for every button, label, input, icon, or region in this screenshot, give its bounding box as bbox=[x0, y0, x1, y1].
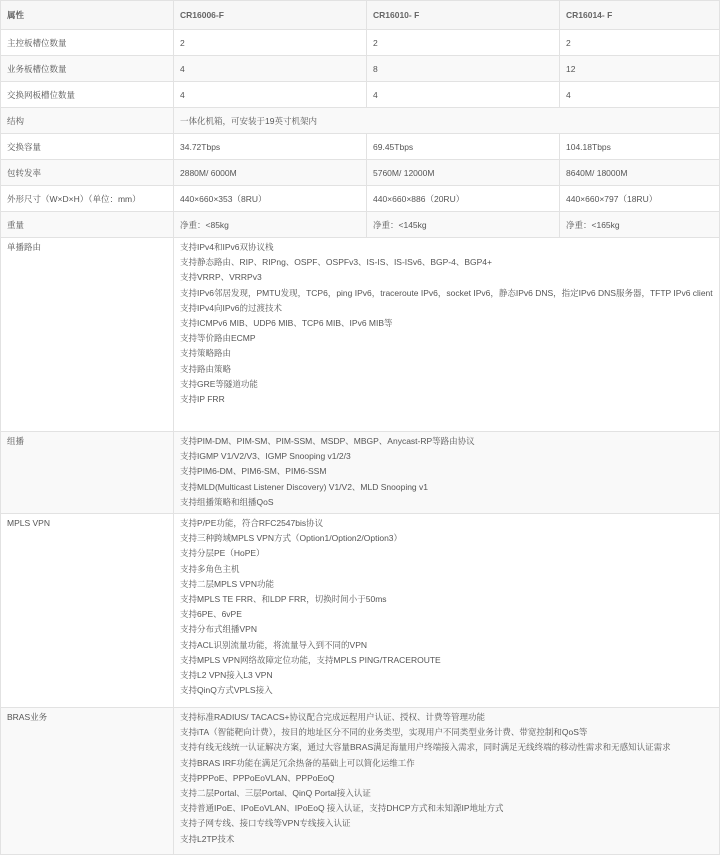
multicast-features bbox=[174, 432, 720, 514]
row-value: 5760M/ 12000M bbox=[367, 160, 560, 186]
row-label: BRAS业务 bbox=[1, 708, 174, 855]
row-label: 业务板槽位数量 bbox=[1, 56, 174, 82]
row-unicast-routing bbox=[1, 238, 720, 432]
row-value: 69.45Tbps bbox=[367, 134, 560, 160]
feature-line: 支持6PE、6vPE bbox=[180, 609, 242, 620]
feature-line: 支持MPLS TE FRR、和LDP FRR，切换时间小于50ms bbox=[180, 594, 387, 605]
feature-line: 支持组播策略和组播QoS bbox=[180, 496, 274, 507]
row-weight bbox=[1, 212, 720, 238]
row-value: 2 bbox=[174, 30, 367, 56]
feature-line: 支持ICMPv6 MIB、UDP6 MIB、TCP6 MIB、IPv6 MIB等 bbox=[180, 318, 393, 329]
row-service-slots bbox=[1, 56, 720, 82]
row-value: 4 bbox=[560, 82, 720, 108]
row-bras bbox=[1, 708, 720, 855]
row-fabric-slots bbox=[1, 82, 720, 108]
row-label: MPLS VPN bbox=[1, 514, 174, 708]
feature-line: 支持VRRP、VRRPv3 bbox=[180, 272, 262, 283]
feature-line: 支持L2TP技术 bbox=[180, 833, 235, 844]
header-model-2: CR16010- F bbox=[367, 1, 560, 30]
row-value: 2 bbox=[560, 30, 720, 56]
row-value: 2 bbox=[367, 30, 560, 56]
mpls-features bbox=[174, 514, 720, 708]
feature-line: 支持分布式组播VPN bbox=[180, 624, 257, 635]
row-value: 一体化机箱，可安装于19英寸机架内 bbox=[174, 108, 720, 134]
feature-line: 支持多角色主机 bbox=[180, 563, 240, 574]
row-value: 2880M/ 6000M bbox=[174, 160, 367, 186]
row-switching-capacity bbox=[1, 134, 720, 160]
feature-line: 支持策略路由 bbox=[180, 348, 232, 359]
feature-line: 支持IP FRR bbox=[180, 394, 225, 405]
feature-line: 支持分层PE（HoPE） bbox=[180, 548, 265, 559]
feature-line: 支持ACL识别流量功能，将流量导入到不同的VPN bbox=[180, 639, 368, 650]
row-label: 单播路由 bbox=[1, 238, 174, 432]
row-value: 4 bbox=[174, 56, 367, 82]
row-forwarding-rate bbox=[1, 160, 720, 186]
feature-line: 支持iTA（智能靶向计费），按目的地址区分不同的业务类型，实现用户不同类型业务计费、带宽控制和QoS等 bbox=[180, 727, 588, 738]
row-label: 重量 bbox=[1, 212, 174, 238]
row-label: 外形尺寸（W×D×H）（单位：mm） bbox=[1, 186, 174, 212]
row-value: 440×660×353（8RU） bbox=[174, 186, 367, 212]
row-main-control-slots bbox=[1, 30, 720, 56]
feature-line: 支持三种跨域MPLS VPN方式（Option1/Option2/Option3） bbox=[180, 533, 403, 544]
row-label: 交换容量 bbox=[1, 134, 174, 160]
row-dimensions bbox=[1, 186, 720, 212]
feature-line: 支持IGMP V1/V2/V3、IGMP Snooping v1/2/3 bbox=[180, 451, 351, 462]
feature-line: 支持子网专线、接口专线等VPN专线接入认证 bbox=[180, 818, 351, 829]
row-value: 440×660×797（18RU） bbox=[560, 186, 720, 212]
row-label: 包转发率 bbox=[1, 160, 174, 186]
row-value: 440×660×886（20RU） bbox=[367, 186, 560, 212]
feature-line: 支持静态路由、RIP、RIPng、OSPF、OSPFv3、IS-IS、IS-ISv6、BGP-4、BGP4+ bbox=[180, 257, 492, 268]
header-model-3: CR16014- F bbox=[560, 1, 720, 30]
feature-line: 支持标准RADIUS/ TACACS+协议配合完成远程用户认证、授权、计费等管理功能 bbox=[180, 712, 485, 722]
feature-line: 支持IPv4和IPv6双协议栈 bbox=[180, 242, 274, 252]
spec-table-body bbox=[1, 1, 720, 855]
feature-line: 支持MLD(Multicast Listener Discovery) V1/V2、MLD Snooping v1 bbox=[180, 481, 429, 492]
feature-line: 支持BRAS IRF功能在满足冗余热备的基础上可以简化运维工作 bbox=[180, 757, 415, 768]
row-value: 8 bbox=[367, 56, 560, 82]
row-value: 4 bbox=[174, 82, 367, 108]
feature-line: 支持PIM-DM、PIM-SM、PIM-SSM、MSDP、MBGP、Anycast-RP等路由协议 bbox=[180, 436, 475, 446]
row-value: 净重：<165kg bbox=[560, 212, 720, 238]
feature-line: 支持IPv6邻居发现，PMTU发现，TCP6，ping IPv6，traceroute IPv6，socket IPv6，静态IPv6 DNS，指定IPv6 DNS服务器，TFTP IPv6 client bbox=[180, 287, 713, 298]
feature-line: 支持二层MPLS VPN功能 bbox=[180, 578, 274, 589]
row-mpls-vpn bbox=[1, 514, 720, 708]
feature-line: 支持GRE等隧道功能 bbox=[180, 378, 258, 389]
feature-line: 支持普通IPoE、IPoEoVLAN、IPoEoQ 接入认证，支持DHCP方式和未知源IP地址方式 bbox=[180, 803, 504, 814]
row-label: 组播 bbox=[1, 432, 174, 514]
feature-line: 支持PIM6-DM、PIM6-SM、PIM6-SSM bbox=[180, 466, 327, 477]
row-value: 104.18Tbps bbox=[560, 134, 720, 160]
row-label: 结构 bbox=[1, 108, 174, 134]
row-value: 12 bbox=[560, 56, 720, 82]
feature-line: 支持等价路由ECMP bbox=[180, 333, 256, 344]
feature-line: 支持MPLS VPN网络故障定位功能，支持MPLS PING/TRACEROUTE bbox=[180, 654, 441, 665]
bras-features bbox=[174, 708, 720, 855]
feature-line: 支持QinQ方式VPLS接入 bbox=[180, 685, 273, 696]
row-label: 交换网板槽位数量 bbox=[1, 82, 174, 108]
feature-line: 支持P/PE功能，符合RFC2547bis协议 bbox=[180, 518, 324, 528]
row-label: 主控板槽位数量 bbox=[1, 30, 174, 56]
unicast-features bbox=[174, 238, 720, 432]
header-model-1: CR16006-F bbox=[174, 1, 367, 30]
feature-line: 支持L2 VPN接入L3 VPN bbox=[180, 670, 273, 681]
row-value: 34.72Tbps bbox=[174, 134, 367, 160]
feature-line: 支持二层Portal、三层Portal、QinQ Portal接入认证 bbox=[180, 788, 371, 799]
feature-line: 支持IPv4向IPv6的过渡技术 bbox=[180, 302, 283, 313]
row-value: 8640M/ 18000M bbox=[560, 160, 720, 186]
row-structure bbox=[1, 108, 720, 134]
feature-line: 支持PPPoE、PPPoEoVLAN、PPPoEoQ bbox=[180, 772, 335, 783]
feature-line: 支持有线无线统一认证解决方案，通过大容量BRAS满足海量用户终端接入需求，同时满足无线终端的移动性需求和无感知认证需求 bbox=[180, 742, 671, 753]
header-row bbox=[1, 1, 720, 30]
header-attr: 属性 bbox=[1, 1, 174, 30]
row-value: 4 bbox=[367, 82, 560, 108]
feature-line: 支持路由策略 bbox=[180, 363, 232, 374]
row-value: 净重：<145kg bbox=[367, 212, 560, 238]
row-value: 净重：<85kg bbox=[174, 212, 367, 238]
row-multicast bbox=[1, 432, 720, 514]
